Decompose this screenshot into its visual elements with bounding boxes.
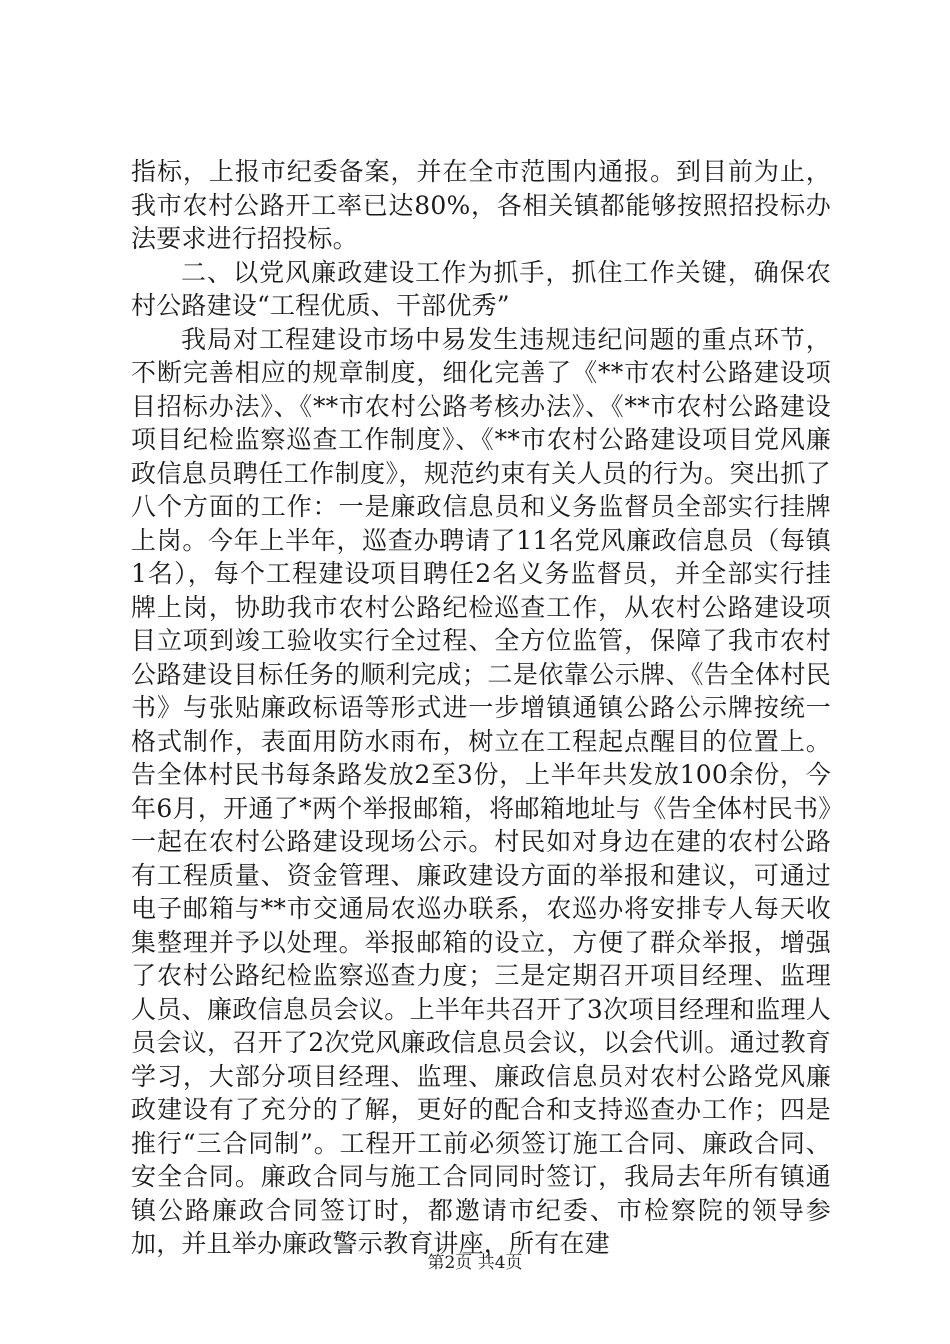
paragraph-1: 指标，上报市纪委备案，并在全市范围内通报。到目前为止，我市农村公路开工率已达80%，各相关镇都能够按照招投标办法要求进行招投标。 xyxy=(131,157,831,253)
page-footer: 第2页 共4页 xyxy=(427,1253,523,1273)
document-body xyxy=(131,155,831,1261)
paragraph-2-heading: 二、以党风廉政建设工作为抓手，抓住工作关键，确保农村公路建设“工程优质、干部优秀” xyxy=(131,257,831,320)
paragraph-3: 我局对工程建设市场中易发生违规违纪问题的重点环节，不断完善相应的规章制度，细化完善了《**市农村公路建设项目招标办法》、《**市农村公路考核办法》、《**市农村公路建设项目纪检监察巡查工作制度》、《**市农村公路建设项目党风廉政信息员聘任工作制度》，规范约束有关人员的行为。突出抓了八个方面的工作：一是廉政信息员和义务监督员全部实行挂牌上岗。今年上半年，巡查办聘请了11名党风廉政信息员（每镇1名），每个工程建设项目聘任2名义务监督员，并全部实行挂牌上岗，协助我市农村公路纪检巡查工作，从农村公路建设项目立项到竣工验收实行全过程、全方位监管，保障了我市农村公路建设目标任务的顺利完成；二是依靠公示牌、《告全体村民书》与张贴廉政标语等形式进一步增镇通镇公路公示牌按统一格式制作，表面用防水雨布，树立在工程起点醒目的位置上。告全体村民书每条路发放2至3份，上半年共发放100余份，今年6月，开通了*两个举报邮箱，将邮箱地址与《告全体村民书》一起在农村公路建设现场公示。村民如对身边在建的农村公路有工程质量、资金管理、廉政建设方面的举报和建议，可通过电子邮箱与**市交通局农巡办联系，农巡办将安排专人每天收集整理并予以处理。举报邮箱的设立，方便了群众举报，增强了农村公路纪检监察巡查力度；三是定期召开项目经理、监理人员、廉政信息员会议。上半年共召开了3次项目经理和监理人员会议，召开了2次党风廉政信息员会议，以会代训。通过教育学习，大部分项目经理、监理、廉政信息员对农村公路党风廉政建设有了充分的了解，更好的配合和支持巡查办工作；四是推行“三合同制”。工程开工前必须签订施工合同、廉政合同、安全合同。廉政合同与施工合同同时签订，我局去年所有镇通镇公路廉政合同签订时，都邀请市纪委、市检察院的领导参加，并且举办廉政警示教育讲座，所有在建 xyxy=(131,324,831,1258)
